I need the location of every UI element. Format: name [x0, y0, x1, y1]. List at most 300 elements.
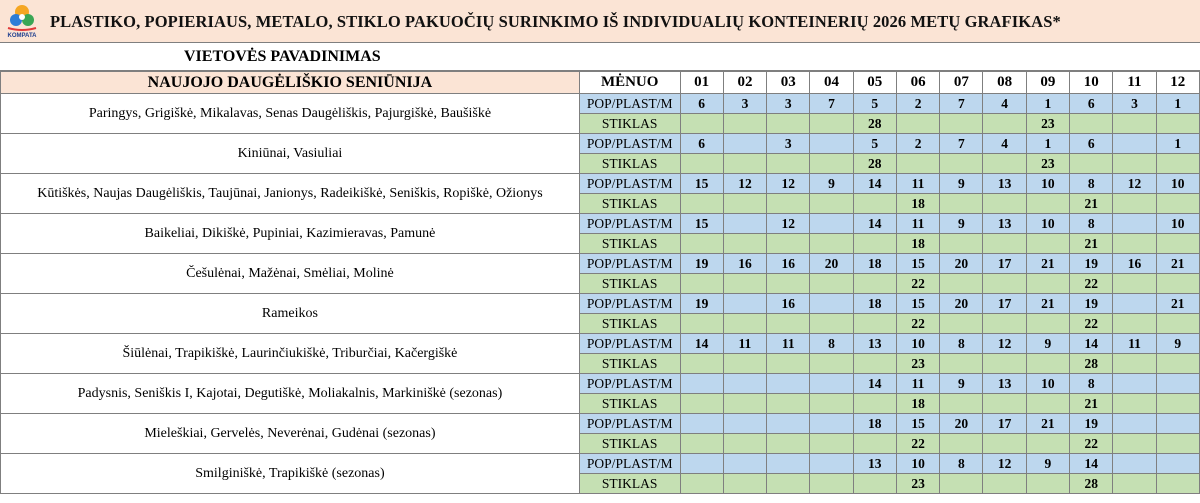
pop-plast-day-07: 7	[940, 134, 983, 154]
stiklas-day-07	[940, 394, 983, 414]
pop-plast-day-11: 12	[1113, 174, 1156, 194]
stiklas-day-04	[810, 434, 853, 454]
location-name-heading: VIETOVĖS PAVADINIMAS	[0, 43, 1200, 71]
stiklas-day-05	[853, 234, 896, 254]
stiklas-day-12	[1156, 354, 1199, 374]
pop-plast-day-12: 10	[1156, 174, 1199, 194]
pop-plast-day-03: 16	[767, 294, 810, 314]
pop-plast-day-03: 3	[767, 134, 810, 154]
pop-plast-day-11	[1113, 294, 1156, 314]
pop-plast-day-10: 19	[1070, 414, 1113, 434]
stiklas-day-08	[983, 474, 1026, 494]
stiklas-day-04	[810, 194, 853, 214]
pop-plast-day-07: 9	[940, 214, 983, 234]
location-name: Kūtiškės, Naujas Daugėliškis, Taujūnai, Janionys, Radeikiškė, Seniškis, Ropiškė, Ožionys	[1, 174, 580, 214]
stiklas-day-02	[723, 114, 766, 134]
stiklas-day-03	[767, 114, 810, 134]
pop-plast-day-12: 21	[1156, 254, 1199, 274]
stiklas-day-06: 22	[896, 274, 939, 294]
stiklas-day-01	[680, 274, 723, 294]
stiklas-day-08	[983, 114, 1026, 134]
stiklas-day-10: 28	[1070, 354, 1113, 374]
pop-plast-day-12: 1	[1156, 94, 1199, 114]
month-07-header: 07	[940, 72, 983, 94]
stiklas-label: STIKLAS	[579, 474, 680, 494]
pop-plast-day-12: 9	[1156, 334, 1199, 354]
pop-plast-day-02	[723, 374, 766, 394]
pop-plast-day-09: 1	[1026, 134, 1069, 154]
stiklas-label: STIKLAS	[579, 434, 680, 454]
pop-plast-day-10: 14	[1070, 454, 1113, 474]
location-name: Paringys, Grigiškė, Mikalavas, Senas Daugėliškis, Pajurgiškė, Baušiškė	[1, 94, 580, 134]
pop-plast-day-11: 11	[1113, 334, 1156, 354]
stiklas-day-02	[723, 234, 766, 254]
location-name: Šiūlėnai, Trapikiškė, Laurinčiukiškė, Triburčiai, Kačergiškė	[1, 334, 580, 374]
month-06-header: 06	[896, 72, 939, 94]
stiklas-day-10: 22	[1070, 434, 1113, 454]
stiklas-day-07	[940, 154, 983, 174]
stiklas-day-03	[767, 474, 810, 494]
stiklas-day-10: 21	[1070, 194, 1113, 214]
table-row	[1, 414, 1200, 434]
pop-plast-day-07: 8	[940, 334, 983, 354]
stiklas-day-11	[1113, 314, 1156, 334]
pop-plast-day-08: 4	[983, 94, 1026, 114]
pop-plast-day-06: 15	[896, 254, 939, 274]
pop-plast-day-07: 9	[940, 374, 983, 394]
location-name: Padysnis, Seniškis I, Kajotai, Degutiškė, Moliakalnis, Markiniškė (sezonas)	[1, 374, 580, 414]
pop-plast-day-07: 20	[940, 414, 983, 434]
pop-plast-day-05: 13	[853, 454, 896, 474]
stiklas-day-10: 28	[1070, 474, 1113, 494]
pop-plast-day-04	[810, 214, 853, 234]
pop-plast-day-10: 14	[1070, 334, 1113, 354]
pop-plast-day-10: 8	[1070, 174, 1113, 194]
stiklas-day-01	[680, 394, 723, 414]
stiklas-day-12	[1156, 194, 1199, 214]
seniunija-header: NAUJOJO DAUGĖLIŠKIO SENIŪNIJA	[1, 72, 580, 94]
stiklas-day-01	[680, 354, 723, 374]
pop-plast-day-05: 18	[853, 414, 896, 434]
month-12-header: 12	[1156, 72, 1199, 94]
pop-plast-day-04: 20	[810, 254, 853, 274]
stiklas-day-02	[723, 474, 766, 494]
location-name: Rameikos	[1, 294, 580, 334]
stiklas-day-04	[810, 394, 853, 414]
month-04-header: 04	[810, 72, 853, 94]
stiklas-day-01	[680, 194, 723, 214]
stiklas-day-01	[680, 234, 723, 254]
pop-plast-day-06: 2	[896, 94, 939, 114]
table-row	[1, 374, 1200, 394]
stiklas-day-03	[767, 354, 810, 374]
stiklas-day-06: 18	[896, 194, 939, 214]
pop-plast-day-01: 15	[680, 174, 723, 194]
pop-plast-day-09: 9	[1026, 454, 1069, 474]
pop-plast-day-08: 12	[983, 334, 1026, 354]
stiklas-label: STIKLAS	[579, 114, 680, 134]
table-row	[1, 214, 1200, 234]
stiklas-day-04	[810, 234, 853, 254]
month-03-header: 03	[767, 72, 810, 94]
pop-plast-day-12: 10	[1156, 214, 1199, 234]
pop-plast-day-06: 15	[896, 294, 939, 314]
stiklas-day-03	[767, 274, 810, 294]
stiklas-day-12	[1156, 434, 1199, 454]
pop-plast-day-07: 7	[940, 94, 983, 114]
month-01-header: 01	[680, 72, 723, 94]
pop-plast-day-10: 19	[1070, 254, 1113, 274]
schedule-body	[1, 94, 1200, 494]
stiklas-day-07	[940, 274, 983, 294]
pop-plast-day-05: 18	[853, 254, 896, 274]
pop-plast-day-01	[680, 374, 723, 394]
stiklas-day-08	[983, 394, 1026, 414]
stiklas-day-07	[940, 314, 983, 334]
stiklas-day-11	[1113, 194, 1156, 214]
pop-plast-day-05: 14	[853, 174, 896, 194]
stiklas-day-12	[1156, 234, 1199, 254]
stiklas-day-09	[1026, 474, 1069, 494]
stiklas-day-08	[983, 354, 1026, 374]
pop-plast-day-04	[810, 454, 853, 474]
stiklas-day-10	[1070, 154, 1113, 174]
pop-plast-label: POP/PLAST/M	[579, 214, 680, 234]
stiklas-day-12	[1156, 394, 1199, 414]
pop-plast-day-03	[767, 454, 810, 474]
pop-plast-day-02	[723, 134, 766, 154]
pop-plast-label: POP/PLAST/M	[579, 294, 680, 314]
pop-plast-day-05: 5	[853, 94, 896, 114]
stiklas-day-07	[940, 474, 983, 494]
pop-plast-day-05: 14	[853, 214, 896, 234]
pop-plast-day-11	[1113, 134, 1156, 154]
table-header-row	[1, 72, 1200, 94]
pop-plast-day-01: 14	[680, 334, 723, 354]
kompata-logo	[4, 2, 40, 40]
pop-plast-day-05: 13	[853, 334, 896, 354]
stiklas-day-08	[983, 314, 1026, 334]
pop-plast-day-06: 11	[896, 374, 939, 394]
stiklas-day-01	[680, 314, 723, 334]
pop-plast-label: POP/PLAST/M	[579, 454, 680, 474]
stiklas-day-11	[1113, 354, 1156, 374]
stiklas-day-06: 22	[896, 434, 939, 454]
location-name: Baikeliai, Dikiškė, Pupiniai, Kazimieravas, Pamunė	[1, 214, 580, 254]
pop-plast-day-04: 9	[810, 174, 853, 194]
stiklas-label: STIKLAS	[579, 234, 680, 254]
pop-plast-day-01: 6	[680, 94, 723, 114]
pop-plast-day-09: 10	[1026, 374, 1069, 394]
pop-plast-day-10: 6	[1070, 134, 1113, 154]
stiklas-day-09	[1026, 274, 1069, 294]
pop-plast-day-01: 19	[680, 294, 723, 314]
table-row	[1, 94, 1200, 114]
pop-plast-day-08: 13	[983, 214, 1026, 234]
pop-plast-day-09: 21	[1026, 414, 1069, 434]
stiklas-day-05	[853, 434, 896, 454]
pop-plast-day-01	[680, 414, 723, 434]
stiklas-day-10: 22	[1070, 274, 1113, 294]
pop-plast-day-06: 11	[896, 174, 939, 194]
stiklas-day-08	[983, 434, 1026, 454]
pop-plast-day-10: 8	[1070, 214, 1113, 234]
stiklas-day-03	[767, 234, 810, 254]
pop-plast-day-12	[1156, 374, 1199, 394]
stiklas-day-12	[1156, 474, 1199, 494]
table-row	[1, 294, 1200, 314]
pop-plast-day-10: 19	[1070, 294, 1113, 314]
stiklas-day-07	[940, 434, 983, 454]
stiklas-day-09	[1026, 194, 1069, 214]
stiklas-day-03	[767, 394, 810, 414]
stiklas-day-11	[1113, 234, 1156, 254]
pop-plast-day-11	[1113, 214, 1156, 234]
pop-plast-day-02	[723, 454, 766, 474]
pop-plast-day-06: 11	[896, 214, 939, 234]
pop-plast-day-08: 17	[983, 254, 1026, 274]
stiklas-day-07	[940, 194, 983, 214]
stiklas-day-10	[1070, 114, 1113, 134]
stiklas-day-04	[810, 274, 853, 294]
stiklas-day-02	[723, 354, 766, 374]
location-name: Kiniūnai, Vasiuliai	[1, 134, 580, 174]
stiklas-day-09	[1026, 434, 1069, 454]
pop-plast-day-03: 12	[767, 174, 810, 194]
pop-plast-day-12	[1156, 414, 1199, 434]
pop-plast-day-08: 17	[983, 294, 1026, 314]
month-05-header: 05	[853, 72, 896, 94]
month-08-header: 08	[983, 72, 1026, 94]
pop-plast-day-08: 13	[983, 374, 1026, 394]
stiklas-label: STIKLAS	[579, 394, 680, 414]
stiklas-day-12	[1156, 274, 1199, 294]
stiklas-day-09	[1026, 394, 1069, 414]
stiklas-day-11	[1113, 154, 1156, 174]
stiklas-day-09: 23	[1026, 154, 1069, 174]
month-header: MĖNUO	[579, 72, 680, 94]
stiklas-day-02	[723, 434, 766, 454]
table-row	[1, 174, 1200, 194]
stiklas-day-06: 18	[896, 394, 939, 414]
pop-plast-day-04	[810, 294, 853, 314]
stiklas-day-06: 23	[896, 354, 939, 374]
logo-icon	[4, 2, 40, 32]
stiklas-day-07	[940, 114, 983, 134]
stiklas-day-09: 23	[1026, 114, 1069, 134]
stiklas-day-05: 28	[853, 154, 896, 174]
pop-plast-day-02: 12	[723, 174, 766, 194]
stiklas-label: STIKLAS	[579, 354, 680, 374]
table-row	[1, 454, 1200, 474]
pop-plast-label: POP/PLAST/M	[579, 174, 680, 194]
pop-plast-day-07: 9	[940, 174, 983, 194]
month-10-header: 10	[1070, 72, 1113, 94]
pop-plast-label: POP/PLAST/M	[579, 374, 680, 394]
pop-plast-label: POP/PLAST/M	[579, 134, 680, 154]
location-name: Češulėnai, Mažėnai, Smėliai, Molinė	[1, 254, 580, 294]
stiklas-day-02	[723, 394, 766, 414]
pop-plast-day-09: 10	[1026, 174, 1069, 194]
stiklas-day-06: 18	[896, 234, 939, 254]
pop-plast-label: POP/PLAST/M	[579, 94, 680, 114]
month-09-header: 09	[1026, 72, 1069, 94]
stiklas-day-12	[1156, 114, 1199, 134]
pop-plast-day-08: 17	[983, 414, 1026, 434]
stiklas-day-11	[1113, 274, 1156, 294]
stiklas-day-10: 21	[1070, 234, 1113, 254]
page-title: PLASTIKO, POPIERIAUS, METALO, STIKLO PAKUOČIŲ SURINKIMO IŠ INDIVIDUALIŲ KONTEINERIŲ 2026 METŲ GRAFIKAS*	[50, 12, 1061, 31]
pop-plast-day-02	[723, 214, 766, 234]
pop-plast-day-11: 16	[1113, 254, 1156, 274]
pop-plast-day-06: 10	[896, 454, 939, 474]
pop-plast-day-04: 8	[810, 334, 853, 354]
stiklas-label: STIKLAS	[579, 274, 680, 294]
stiklas-day-05: 28	[853, 114, 896, 134]
stiklas-day-12	[1156, 154, 1199, 174]
stiklas-day-04	[810, 354, 853, 374]
location-name: Mieleškiai, Gervelės, Neverėnai, Gudėnai (sezonas)	[1, 414, 580, 454]
pop-plast-day-04: 7	[810, 94, 853, 114]
stiklas-day-03	[767, 154, 810, 174]
stiklas-day-11	[1113, 114, 1156, 134]
stiklas-day-05	[853, 314, 896, 334]
stiklas-day-04	[810, 314, 853, 334]
pop-plast-day-12: 1	[1156, 134, 1199, 154]
stiklas-day-02	[723, 314, 766, 334]
stiklas-day-09	[1026, 354, 1069, 374]
stiklas-day-01	[680, 474, 723, 494]
pop-plast-day-09: 1	[1026, 94, 1069, 114]
stiklas-day-11	[1113, 434, 1156, 454]
pop-plast-day-02	[723, 414, 766, 434]
pop-plast-day-11	[1113, 454, 1156, 474]
stiklas-day-01	[680, 434, 723, 454]
table-row	[1, 134, 1200, 154]
stiklas-day-04	[810, 114, 853, 134]
pop-plast-day-10: 6	[1070, 94, 1113, 114]
pop-plast-day-01: 6	[680, 134, 723, 154]
pop-plast-day-12	[1156, 454, 1199, 474]
pop-plast-day-07: 20	[940, 254, 983, 274]
stiklas-day-08	[983, 234, 1026, 254]
pop-plast-day-05: 18	[853, 294, 896, 314]
pop-plast-day-07: 8	[940, 454, 983, 474]
pop-plast-day-08: 12	[983, 454, 1026, 474]
stiklas-day-01	[680, 154, 723, 174]
stiklas-day-09	[1026, 314, 1069, 334]
stiklas-day-11	[1113, 474, 1156, 494]
stiklas-day-08	[983, 154, 1026, 174]
pop-plast-day-09: 10	[1026, 214, 1069, 234]
stiklas-day-05	[853, 194, 896, 214]
schedule-table	[0, 71, 1200, 494]
pop-plast-day-01: 15	[680, 214, 723, 234]
pop-plast-day-04	[810, 134, 853, 154]
stiklas-day-10: 22	[1070, 314, 1113, 334]
stiklas-day-03	[767, 314, 810, 334]
stiklas-day-02	[723, 194, 766, 214]
pop-plast-day-12: 21	[1156, 294, 1199, 314]
pop-plast-day-06: 15	[896, 414, 939, 434]
stiklas-day-06	[896, 114, 939, 134]
pop-plast-day-08: 4	[983, 134, 1026, 154]
stiklas-day-04	[810, 474, 853, 494]
stiklas-day-11	[1113, 394, 1156, 414]
stiklas-day-02	[723, 154, 766, 174]
month-02-header: 02	[723, 72, 766, 94]
stiklas-day-12	[1156, 314, 1199, 334]
location-name: Smilginiškė, Trapikiškė (sezonas)	[1, 454, 580, 494]
pop-plast-day-11: 3	[1113, 94, 1156, 114]
stiklas-day-01	[680, 114, 723, 134]
pop-plast-day-02: 16	[723, 254, 766, 274]
pop-plast-day-03: 16	[767, 254, 810, 274]
stiklas-day-03	[767, 194, 810, 214]
stiklas-day-09	[1026, 234, 1069, 254]
stiklas-label: STIKLAS	[579, 194, 680, 214]
stiklas-day-04	[810, 154, 853, 174]
table-row	[1, 334, 1200, 354]
pop-plast-day-11	[1113, 414, 1156, 434]
pop-plast-day-09: 21	[1026, 254, 1069, 274]
pop-plast-day-10: 8	[1070, 374, 1113, 394]
stiklas-day-05	[853, 274, 896, 294]
stiklas-day-05	[853, 474, 896, 494]
pop-plast-day-04	[810, 414, 853, 434]
page-header	[0, 0, 1200, 43]
pop-plast-day-09: 9	[1026, 334, 1069, 354]
pop-plast-label: POP/PLAST/M	[579, 414, 680, 434]
pop-plast-day-03	[767, 374, 810, 394]
stiklas-label: STIKLAS	[579, 314, 680, 334]
stiklas-day-07	[940, 234, 983, 254]
pop-plast-day-09: 21	[1026, 294, 1069, 314]
pop-plast-day-02	[723, 294, 766, 314]
pop-plast-day-07: 20	[940, 294, 983, 314]
stiklas-day-05	[853, 394, 896, 414]
logo-text: KOMPATA	[7, 33, 37, 39]
pop-plast-day-03: 3	[767, 94, 810, 114]
stiklas-day-06: 22	[896, 314, 939, 334]
pop-plast-day-11	[1113, 374, 1156, 394]
stiklas-day-08	[983, 194, 1026, 214]
pop-plast-day-02: 11	[723, 334, 766, 354]
stiklas-day-06: 23	[896, 474, 939, 494]
pop-plast-day-04	[810, 374, 853, 394]
table-row	[1, 254, 1200, 274]
stiklas-day-10: 21	[1070, 394, 1113, 414]
pop-plast-day-03: 11	[767, 334, 810, 354]
pop-plast-day-03: 12	[767, 214, 810, 234]
pop-plast-label: POP/PLAST/M	[579, 334, 680, 354]
pop-plast-day-05: 14	[853, 374, 896, 394]
stiklas-label: STIKLAS	[579, 154, 680, 174]
stiklas-day-06	[896, 154, 939, 174]
stiklas-day-08	[983, 274, 1026, 294]
pop-plast-day-01	[680, 454, 723, 474]
pop-plast-day-06: 10	[896, 334, 939, 354]
month-11-header: 11	[1113, 72, 1156, 94]
pop-plast-day-06: 2	[896, 134, 939, 154]
pop-plast-day-03	[767, 414, 810, 434]
pop-plast-label: POP/PLAST/M	[579, 254, 680, 274]
pop-plast-day-02: 3	[723, 94, 766, 114]
pop-plast-day-05: 5	[853, 134, 896, 154]
stiklas-day-07	[940, 354, 983, 374]
stiklas-day-02	[723, 274, 766, 294]
stiklas-day-03	[767, 434, 810, 454]
